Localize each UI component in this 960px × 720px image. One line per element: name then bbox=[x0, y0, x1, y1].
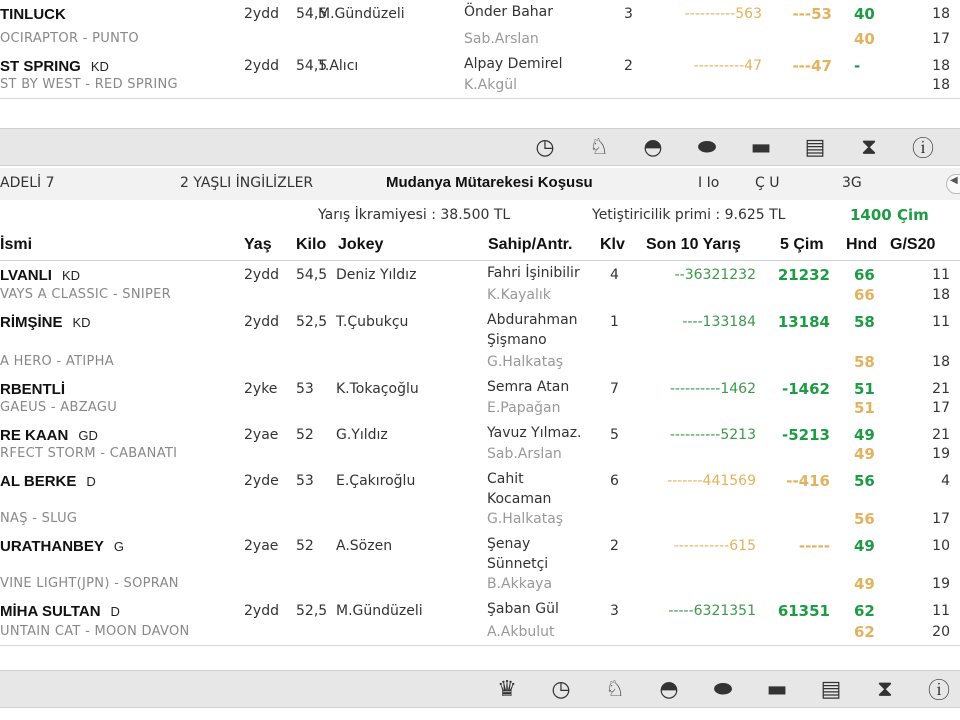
hourglass-icon[interactable]: ⧗ bbox=[861, 134, 877, 160]
horse-weight: 54,5 bbox=[296, 6, 328, 22]
gs20-value-2: 17 bbox=[932, 511, 950, 527]
gs20-value: 4 bbox=[941, 473, 950, 489]
owner-name[interactable]: Yavuz Yılmaz. bbox=[487, 425, 582, 441]
handicap-score: 51 bbox=[854, 380, 875, 398]
gs20-value-2: 18 bbox=[932, 354, 950, 370]
gs20-value-2: 18 bbox=[932, 287, 950, 303]
gs20-value: 10 bbox=[932, 538, 950, 554]
header-gs20: G/S20 bbox=[890, 236, 936, 253]
info-icon[interactable]: ⓘ bbox=[911, 136, 934, 162]
last-5-turf: -5213 bbox=[782, 426, 830, 444]
jockey-name[interactable]: M.Gündüzeli bbox=[318, 6, 405, 22]
header-jockey: Jokey bbox=[338, 236, 384, 253]
table-row[interactable] bbox=[0, 52, 960, 99]
owner-name[interactable]: Alpay Demirel bbox=[464, 56, 563, 72]
race-cu: Ç U bbox=[755, 175, 780, 191]
stall-number: 6 bbox=[610, 473, 619, 489]
owner-name[interactable]: Fahri İşinibilir bbox=[487, 265, 580, 281]
horse-age: 2yae bbox=[244, 427, 279, 443]
horse-age: 2ydd bbox=[244, 603, 279, 619]
handicap-score: - bbox=[854, 57, 861, 75]
horseshoe-icon[interactable]: ♘ bbox=[605, 676, 625, 702]
horse-name-text: RBENTLİ bbox=[0, 381, 65, 398]
last-10-races: --36321232 bbox=[674, 267, 756, 283]
horse-name-text: RE KAAN bbox=[0, 427, 69, 444]
handicap-score-2: 40 bbox=[854, 30, 875, 48]
horse-name-text: RİMŞİNE bbox=[0, 314, 63, 331]
trainer-name[interactable]: G.Halkataş bbox=[487, 354, 564, 370]
race-number: ADELİ 7 bbox=[0, 175, 55, 191]
jockey-name[interactable]: K.Tokaçoğlu bbox=[336, 381, 419, 397]
horse-name[interactable] bbox=[0, 381, 65, 398]
handicap-score: 58 bbox=[854, 313, 875, 331]
table-row[interactable] bbox=[0, 597, 960, 646]
jockey-cap-icon[interactable]: ◓ bbox=[659, 676, 679, 702]
stall-number: 2 bbox=[610, 538, 619, 554]
info-icon[interactable]: ⓘ bbox=[927, 678, 950, 704]
owner-name[interactable]: Semra Atan bbox=[487, 379, 570, 395]
last-10-races: ----------47 bbox=[693, 58, 762, 74]
race-group: I Io bbox=[698, 175, 720, 191]
jockey-name[interactable]: G.Yıldız bbox=[336, 427, 388, 443]
last-5-turf: 61351 bbox=[777, 602, 830, 620]
horse-name-text: LVANLI bbox=[0, 267, 52, 284]
owner-name-line2: Sünnetçi bbox=[487, 556, 549, 572]
last-5-turf: -1462 bbox=[782, 380, 830, 398]
horse-age: 2yde bbox=[244, 473, 279, 489]
horse-pedigree: VAYS A CLASSIC - SNIPER bbox=[0, 287, 171, 302]
horse-weight: 52 bbox=[296, 427, 314, 443]
horse-origin: D bbox=[86, 474, 96, 489]
table-row[interactable] bbox=[0, 308, 960, 376]
horse-origin: KD bbox=[90, 59, 109, 74]
trainer-name[interactable]: Sab.Arslan bbox=[487, 446, 562, 462]
horse-name-text: URATHANBEY bbox=[0, 538, 104, 555]
trainer-name[interactable]: Sab.Arslan bbox=[464, 31, 539, 47]
horse-age: 2ydd bbox=[244, 58, 279, 74]
saddle-icon[interactable]: ⬬ bbox=[713, 676, 733, 702]
owner-name[interactable]: Abdurahman bbox=[487, 312, 578, 328]
table-row[interactable] bbox=[0, 375, 960, 422]
horse-pedigree: VINE LIGHT(JPN) - SOPRAN bbox=[0, 576, 179, 591]
handicap-score: 66 bbox=[854, 266, 875, 284]
horse-name[interactable] bbox=[0, 314, 91, 331]
trainer-name[interactable]: B.Akkaya bbox=[487, 576, 553, 592]
owner-name[interactable]: Cahit bbox=[487, 471, 524, 487]
last-5-turf: ---53 bbox=[792, 5, 832, 23]
header-owner: Sahip/Antr. bbox=[488, 236, 573, 253]
owner-name[interactable]: Şenay bbox=[487, 536, 531, 552]
last-5-turf: 13184 bbox=[777, 313, 830, 331]
table-row[interactable] bbox=[0, 261, 960, 309]
gs20-value-2: 17 bbox=[932, 400, 950, 416]
race-title: Mudanya Mütarekesi Koşusu bbox=[386, 174, 593, 191]
horse-origin: D bbox=[110, 604, 120, 619]
last-5-turf: --416 bbox=[786, 472, 830, 490]
trainer-name[interactable]: A.Akbulut bbox=[487, 624, 555, 640]
gs20-value-2: 19 bbox=[932, 576, 950, 592]
hourglass-icon[interactable]: ⧗ bbox=[877, 676, 893, 702]
clock-icon[interactable]: ◷ bbox=[535, 134, 555, 160]
table-header bbox=[0, 232, 960, 261]
race-toolbar-bottom bbox=[0, 670, 960, 708]
horse-pedigree: NAŞ - SLUG bbox=[0, 511, 78, 526]
last-10-races: ----------563 bbox=[684, 6, 762, 22]
horse-pedigree: A HERO - ATIPHA bbox=[0, 354, 114, 369]
trainer-name[interactable]: K.Akgül bbox=[464, 77, 517, 93]
owner-name[interactable]: Şaban Gül bbox=[487, 601, 559, 617]
handicap-score-2: 49 bbox=[854, 445, 875, 463]
trainer-name[interactable]: G.Halkataş bbox=[487, 511, 564, 527]
gs20-value: 18 bbox=[932, 6, 950, 22]
horse-origin: G bbox=[113, 539, 125, 554]
last-10-races: ----------5213 bbox=[669, 427, 756, 443]
stall-number: 3 bbox=[610, 603, 619, 619]
clock-icon[interactable]: ◷ bbox=[551, 676, 571, 702]
horse-name[interactable] bbox=[0, 603, 120, 620]
last-10-races: -------441569 bbox=[667, 473, 756, 489]
table-row[interactable] bbox=[0, 421, 960, 468]
gs20-value-2: 18 bbox=[932, 77, 950, 93]
handicap-score-2: 49 bbox=[854, 575, 875, 593]
gs20-value: 11 bbox=[932, 267, 950, 283]
horse-name[interactable] bbox=[0, 58, 109, 75]
owner-name[interactable]: Önder Bahar bbox=[464, 4, 553, 20]
breeding-prize-label: Yetiştiricilik primi : 9.625 TL bbox=[592, 207, 786, 223]
last-5-turf: ----- bbox=[798, 537, 830, 555]
jockey-name[interactable]: Deniz Yıldız bbox=[336, 267, 417, 283]
gs20-value: 18 bbox=[932, 58, 950, 74]
last-10-races: -----------615 bbox=[673, 538, 756, 554]
gs20-value-2: 19 bbox=[932, 446, 950, 462]
gs20-value: 21 bbox=[932, 427, 950, 443]
header-5cim: 5 Çim bbox=[780, 236, 824, 253]
table-row[interactable] bbox=[0, 0, 960, 53]
horse-name[interactable] bbox=[0, 267, 80, 284]
last-5-turf: ---47 bbox=[792, 57, 832, 75]
jockey-cap-icon[interactable]: ◓ bbox=[643, 134, 663, 160]
horse-name[interactable] bbox=[0, 6, 66, 23]
horse-name-text: ST SPRING bbox=[0, 58, 81, 75]
horse-name[interactable] bbox=[0, 473, 96, 490]
stall-number: 4 bbox=[610, 267, 619, 283]
stall-number: 7 bbox=[610, 381, 619, 397]
header-hnd: Hnd bbox=[846, 236, 878, 253]
gs20-value: 11 bbox=[932, 603, 950, 619]
header-age: Yaş bbox=[244, 236, 272, 253]
horse-weight: 54,5 bbox=[296, 267, 328, 283]
horse-origin: KD bbox=[72, 315, 91, 330]
collapse-icon[interactable]: ◀ bbox=[946, 174, 960, 194]
gs20-value-2: 17 bbox=[932, 31, 950, 47]
header-weight: Kilo bbox=[296, 236, 327, 253]
laptop-icon[interactable]: ▬ bbox=[766, 676, 788, 702]
handicap-score-2: 56 bbox=[854, 510, 875, 528]
prize-bar bbox=[0, 200, 960, 232]
handicap-score: 40 bbox=[854, 5, 875, 23]
handicap-score-2: 58 bbox=[854, 353, 875, 371]
jockey-name[interactable]: T.Çubukçu bbox=[336, 314, 409, 330]
horse-weight: 52 bbox=[296, 538, 314, 554]
handicap-score-2: 51 bbox=[854, 399, 875, 417]
handicap-score: 56 bbox=[854, 472, 875, 490]
horse-weight: 53 bbox=[296, 381, 314, 397]
handicap-score: 49 bbox=[854, 537, 875, 555]
horse-weight: 52,5 bbox=[296, 314, 328, 330]
handicap-score: 49 bbox=[854, 426, 875, 444]
horse-name-text: TINLUCK bbox=[0, 6, 66, 23]
jockey-name[interactable]: M.Gündüzeli bbox=[336, 603, 423, 619]
handicap-score-2: 62 bbox=[854, 623, 875, 641]
horse-pedigree: RFECT STORM - CABANATI bbox=[0, 446, 178, 461]
horse-origin: GD bbox=[78, 428, 98, 443]
owner-name-line2: Kocaman bbox=[487, 491, 552, 507]
horse-name[interactable] bbox=[0, 538, 124, 555]
owner-name-line2: Şişmano bbox=[487, 332, 547, 348]
horse-pedigree: UNTAIN CAT - MOON DAVON bbox=[0, 624, 190, 639]
horse-age: 2yke bbox=[244, 381, 278, 397]
table-row[interactable] bbox=[0, 532, 960, 598]
trainer-name[interactable]: E.Papağan bbox=[487, 400, 561, 416]
horse-weight: 54,5 bbox=[296, 58, 328, 74]
horse-origin: KD bbox=[61, 268, 80, 283]
saddle-icon[interactable]: ⬬ bbox=[697, 134, 717, 160]
bottom-strip bbox=[0, 708, 960, 720]
race-info-bar bbox=[0, 168, 960, 200]
horse-weight: 53 bbox=[296, 473, 314, 489]
horse-age: 2ydd bbox=[244, 314, 279, 330]
stall-number: 2 bbox=[624, 58, 633, 74]
stats-icon[interactable]: ▤ bbox=[804, 134, 826, 160]
horseshoe-icon[interactable]: ♘ bbox=[589, 134, 609, 160]
stall-number: 5 bbox=[610, 427, 619, 443]
header-last10: Son 10 Yarış bbox=[646, 236, 741, 253]
horse-age: 2yae bbox=[244, 538, 279, 554]
last-5-turf: 21232 bbox=[777, 266, 830, 284]
prize-label: Yarış İkramiyesi : 38.500 TL bbox=[318, 207, 511, 223]
horse-name[interactable] bbox=[0, 427, 98, 444]
horse-pedigree: OCIRAPTOR - PUNTO bbox=[0, 31, 139, 46]
jockey-name[interactable]: T.Alıcı bbox=[318, 58, 359, 74]
stall-number: 1 bbox=[610, 314, 619, 330]
header-klv: Klv bbox=[600, 236, 625, 253]
horse-name-text: AL BERKE bbox=[0, 473, 77, 490]
trainer-name[interactable]: K.Kayalık bbox=[487, 287, 551, 303]
stall-number: 3 bbox=[624, 6, 633, 22]
jockey-name[interactable]: E.Çakıroğlu bbox=[336, 473, 416, 489]
race-distance: 1400 Çim bbox=[850, 206, 929, 224]
gs20-value-2: 20 bbox=[932, 624, 950, 640]
horse-name-text: MİHA SULTAN bbox=[0, 603, 101, 620]
horse-pedigree: GAEUS - ABZAGU bbox=[0, 400, 118, 415]
race-toolbar bbox=[0, 128, 960, 166]
last-10-races: ----133184 bbox=[682, 314, 756, 330]
trophy-icon[interactable]: ♛ bbox=[497, 676, 517, 702]
race-g: 3G bbox=[842, 175, 862, 191]
table-row[interactable] bbox=[0, 467, 960, 533]
jockey-name[interactable]: A.Sözen bbox=[336, 538, 393, 554]
handicap-score-2: 66 bbox=[854, 286, 875, 304]
gs20-value: 21 bbox=[932, 381, 950, 397]
horse-age: 2ydd bbox=[244, 6, 279, 22]
header-name: İsmi bbox=[0, 236, 33, 253]
race-category: 2 YAŞLI İNGİLİZLER bbox=[180, 175, 314, 191]
stats-icon[interactable]: ▤ bbox=[820, 676, 842, 702]
horse-pedigree: ST BY WEST - RED SPRING bbox=[0, 77, 178, 92]
last-10-races: -----6321351 bbox=[668, 603, 756, 619]
last-10-races: ----------1462 bbox=[669, 381, 756, 397]
gs20-value: 11 bbox=[932, 314, 950, 330]
handicap-score: 62 bbox=[854, 602, 875, 620]
horse-weight: 52,5 bbox=[296, 603, 328, 619]
laptop-icon[interactable]: ▬ bbox=[750, 134, 772, 160]
horse-age: 2ydd bbox=[244, 267, 279, 283]
